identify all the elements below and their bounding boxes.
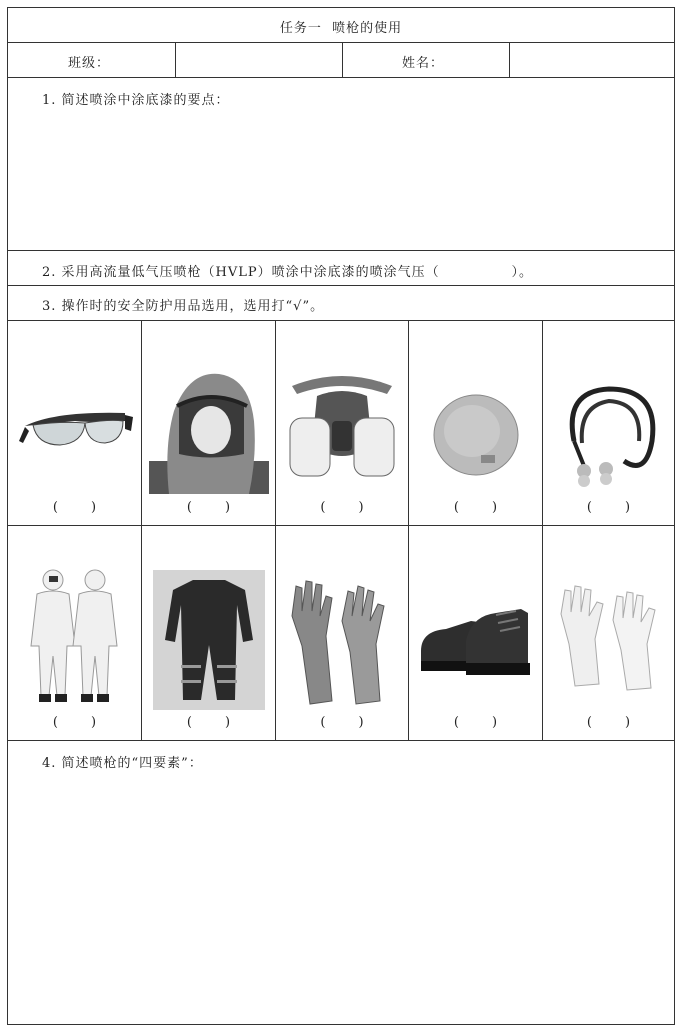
question-1: 1. 简述喷涂中涂底漆的要点： [42,93,230,108]
ppe-cell[interactable] [8,321,141,525]
question-4-row[interactable] [8,741,674,1024]
corded-earplugs-icon [554,381,664,491]
cotton-gloves-icon [553,584,665,694]
ppe-cell[interactable] [142,526,275,740]
title-row [8,8,674,43]
ppe-cell[interactable] [8,526,141,740]
supplied-air-hood-icon [149,366,269,494]
dust-mask-icon [426,383,526,483]
check-mark-box[interactable]: ( ) [186,715,231,730]
name-label: 姓名： [402,56,445,71]
page-title: 任务一 喷枪的使用 [279,21,403,36]
question-3-row [8,286,674,321]
half-face-respirator-icon [282,366,402,486]
ppe-cell[interactable] [409,526,542,740]
question-4: 4. 简述喷枪的“四要素”： [42,756,203,771]
class-field[interactable] [176,43,342,77]
question-2-row [8,251,674,286]
disposable-coverall-icon [15,566,135,706]
question-2: 2. 采用高流量低气压喷枪（HVLP）喷涂中涂底漆的喷涂气压（ ）。 [42,265,533,280]
ppe-cell[interactable] [543,526,674,740]
check-mark-box[interactable]: ( ) [453,715,498,730]
class-label: 班级： [68,56,111,71]
safety-shoes-icon [416,591,536,691]
check-mark-box[interactable]: ( ) [586,715,631,730]
ppe-row-1 [8,321,674,526]
check-mark-box[interactable]: ( ) [52,715,97,730]
check-mark-box[interactable]: ( ) [52,500,97,515]
info-row [8,43,674,78]
nitrile-gloves-icon [282,576,402,706]
worksheet [7,7,675,1025]
ppe-row-2 [8,526,674,741]
question-3: 3. 操作时的安全防护用品选用，选用打“√”。 [42,299,325,314]
check-mark-box[interactable]: ( ) [186,500,231,515]
check-mark-box[interactable]: ( ) [453,500,498,515]
name-field[interactable] [510,43,674,77]
ppe-cell[interactable] [543,321,674,525]
ppe-cell[interactable] [276,526,408,740]
ppe-cell[interactable] [142,321,275,525]
ppe-cell[interactable] [276,321,408,525]
question-1-row[interactable] [8,78,674,251]
ppe-cell[interactable] [409,321,542,525]
safety-glasses-icon [15,401,135,461]
check-mark-box[interactable]: ( ) [320,500,364,515]
check-mark-box[interactable]: ( ) [586,500,631,515]
check-mark-box[interactable]: ( ) [320,715,364,730]
work-overall-icon [153,570,265,710]
